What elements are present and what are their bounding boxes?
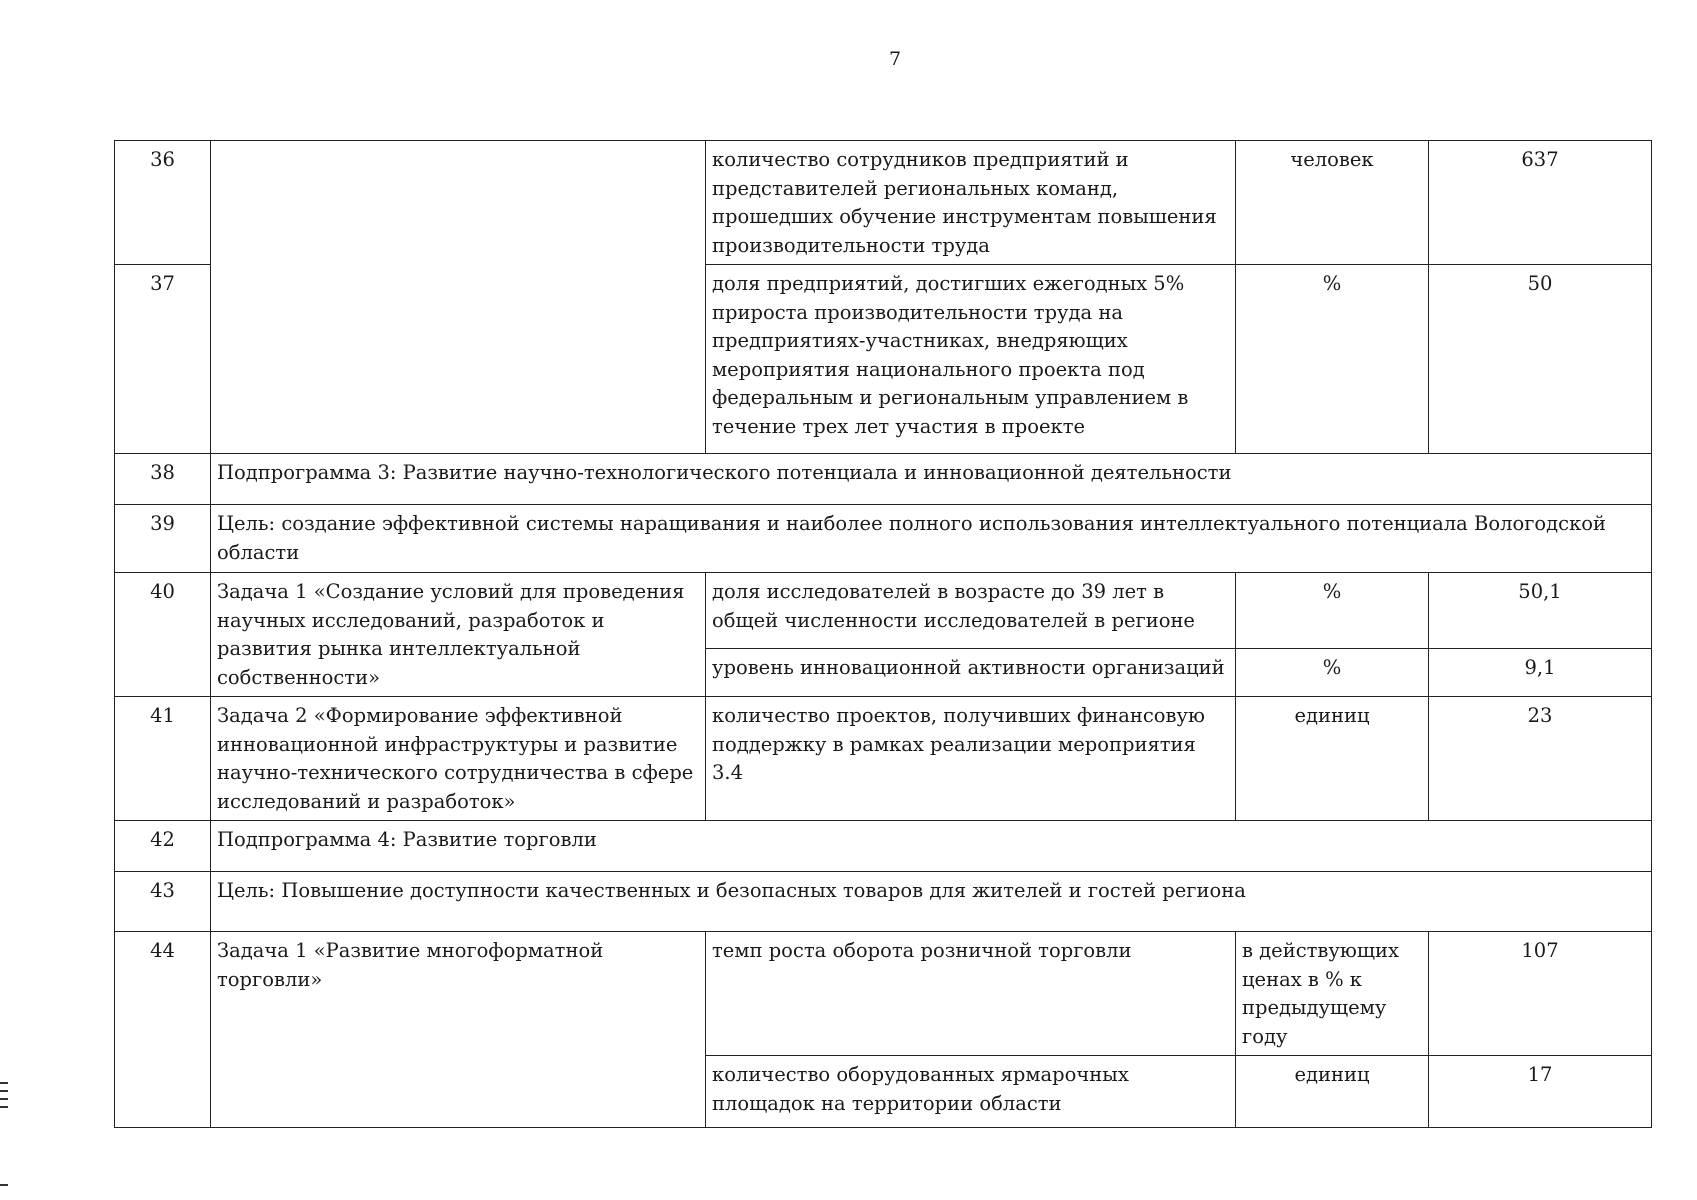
unit-cell: единиц	[1236, 1056, 1429, 1128]
task-cell: Задача 1 «Создание условий для проведения научных исследований, разработок и развития рынка интеллектуальной собственности»	[211, 573, 706, 697]
scan-edge-mark	[0, 1098, 8, 1100]
value-cell: 107	[1429, 932, 1652, 1056]
unit-cell: %	[1236, 573, 1429, 649]
indicator-cell: количество сотрудников предприятий и представителей региональных команд, прошедших обучение инструментам повышения производительности труда	[706, 141, 1236, 265]
indicators-table	[114, 140, 1652, 1128]
table-row	[115, 505, 1652, 573]
task-cell: Задача 2 «Формирование эффективной инновационной инфраструктуры и развитие научно-технического сотрудничества в сфере исследований и разработок»	[211, 697, 706, 821]
indicator-cell: количество проектов, получивших финансовую поддержку в рамках реализации мероприятия 3.4	[706, 697, 1236, 821]
scan-edge-mark	[0, 1184, 8, 1186]
row-number: 36	[115, 141, 211, 265]
page-number: 7	[888, 48, 902, 70]
task-cell: Задача 1 «Развитие многоформатной торговли»	[211, 932, 706, 1128]
task-cell-empty	[211, 141, 706, 454]
indicator-cell: темп роста оборота розничной торговли	[706, 932, 1236, 1056]
table-row	[115, 872, 1652, 932]
goal-text: Цель: Повышение доступности качественных и безопасных товаров для жителей и гостей региона	[211, 872, 1652, 932]
indicator-cell: количество оборудованных ярмарочных площадок на территории области	[706, 1056, 1236, 1128]
value-cell: 17	[1429, 1056, 1652, 1128]
unit-cell: %	[1236, 265, 1429, 454]
row-number: 42	[115, 821, 211, 872]
indicator-cell: уровень инновационной активности организаций	[706, 649, 1236, 697]
row-number: 43	[115, 872, 211, 932]
row-number: 40	[115, 573, 211, 697]
indicator-cell: доля предприятий, достигших ежегодных 5% прироста производительности труда на предприятиях-участниках, внедряющих мероприятия национального проекта под федеральным и региональным управлением в течение трех лет участия в проекте	[706, 265, 1236, 454]
row-number: 41	[115, 697, 211, 821]
indicator-cell: доля исследователей в возрасте до 39 лет в общей численности исследователей в регионе	[706, 573, 1236, 649]
table-row	[115, 454, 1652, 505]
scan-edge-mark	[0, 1106, 8, 1108]
subprogram-title: Подпрограмма 4: Развитие торговли	[211, 821, 1652, 872]
table-row	[115, 932, 1652, 1056]
goal-text: Цель: создание эффективной системы наращивания и наиболее полного использования интеллектуального потенциала Вологодской области	[211, 505, 1652, 573]
row-number: 38	[115, 454, 211, 505]
row-number: 44	[115, 932, 211, 1128]
scan-edge-mark	[0, 1090, 8, 1092]
subprogram-title: Подпрограмма 3: Развитие научно-технологического потенциала и инновационной деятельности	[211, 454, 1652, 505]
table-row	[115, 821, 1652, 872]
value-cell: 50,1	[1429, 573, 1652, 649]
unit-cell: человек	[1236, 141, 1429, 265]
value-cell: 637	[1429, 141, 1652, 265]
table-row	[115, 573, 1652, 649]
unit-cell: в действующих ценах в % к предыдущему году	[1236, 932, 1429, 1056]
row-number: 39	[115, 505, 211, 573]
value-cell: 50	[1429, 265, 1652, 454]
table-row	[115, 697, 1652, 821]
unit-cell: единиц	[1236, 697, 1429, 821]
unit-cell: %	[1236, 649, 1429, 697]
row-number: 37	[115, 265, 211, 454]
scan-edge-mark	[0, 1082, 8, 1084]
value-cell: 23	[1429, 697, 1652, 821]
value-cell: 9,1	[1429, 649, 1652, 697]
table-row	[115, 141, 1652, 265]
